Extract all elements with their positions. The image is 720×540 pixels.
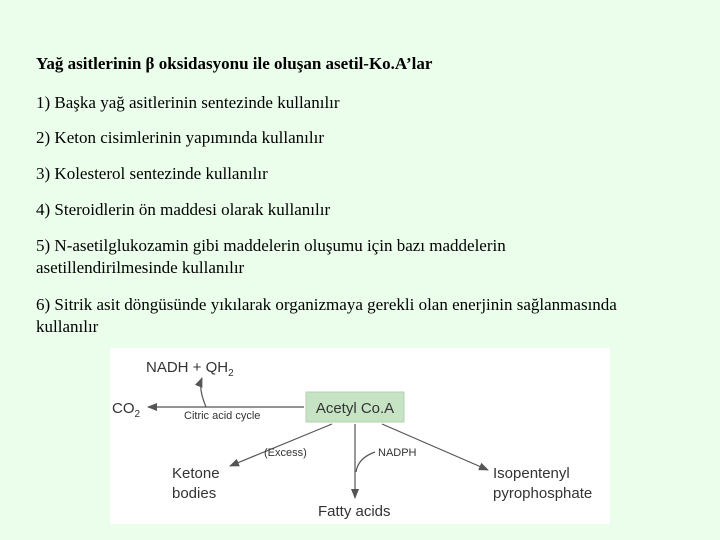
list-item-2: 2) Keton cisimlerinin yapımında kullanılır [36, 128, 324, 147]
nadph-input-curve [356, 452, 375, 472]
list-item-6: 6) Sitrik asit döngüsünde yıkılarak organizmaya gerekli olan enerjinin sağlanmasında kullanılır [36, 295, 617, 336]
metabolism-diagram [110, 348, 610, 524]
slide-title: Yağ asitlerinin β oksidasyonu ile oluşan asetil-Ko.A’lar [36, 54, 433, 73]
ketone-bodies-label-1: Ketone [172, 465, 220, 482]
list-item-3: 3) Kolesterol sentezinde kullanılır [36, 164, 268, 183]
list-item-1: 1) Başka yağ asitlerinin sentezinde kullanılır [36, 93, 340, 112]
fatty-acids-label: Fatty acids [318, 503, 391, 520]
diagram-canvas [110, 348, 610, 524]
isopentenyl-label-2: pyrophosphate [493, 485, 593, 502]
arrow-to-ketone-bodies [230, 424, 332, 466]
list-item-4: 4) Steroidlerin ön maddesi olarak kullanılır [36, 200, 331, 219]
nadh-qh2-label: NADH + $QH_2$ [146, 359, 234, 379]
isopentenyl-label-1: Isopentenyl [493, 465, 570, 482]
excess-label: (Excess) [264, 447, 307, 459]
co2-label: $CO_2$ [112, 400, 141, 420]
list-item-5: 5) N-asetilglukozamin gibi maddelerin oluşumu için bazı maddelerin asetillendirilmesinde kullanılır [36, 236, 506, 277]
acetyl-coa-label: Acetyl Co.A [315, 400, 395, 417]
nadph-label: NADPH [378, 447, 417, 459]
ketone-bodies-label-2: bodies [172, 485, 217, 502]
arrow-to-nadh [201, 378, 206, 407]
citric-acid-cycle-label: Citric acid cycle [184, 410, 261, 422]
